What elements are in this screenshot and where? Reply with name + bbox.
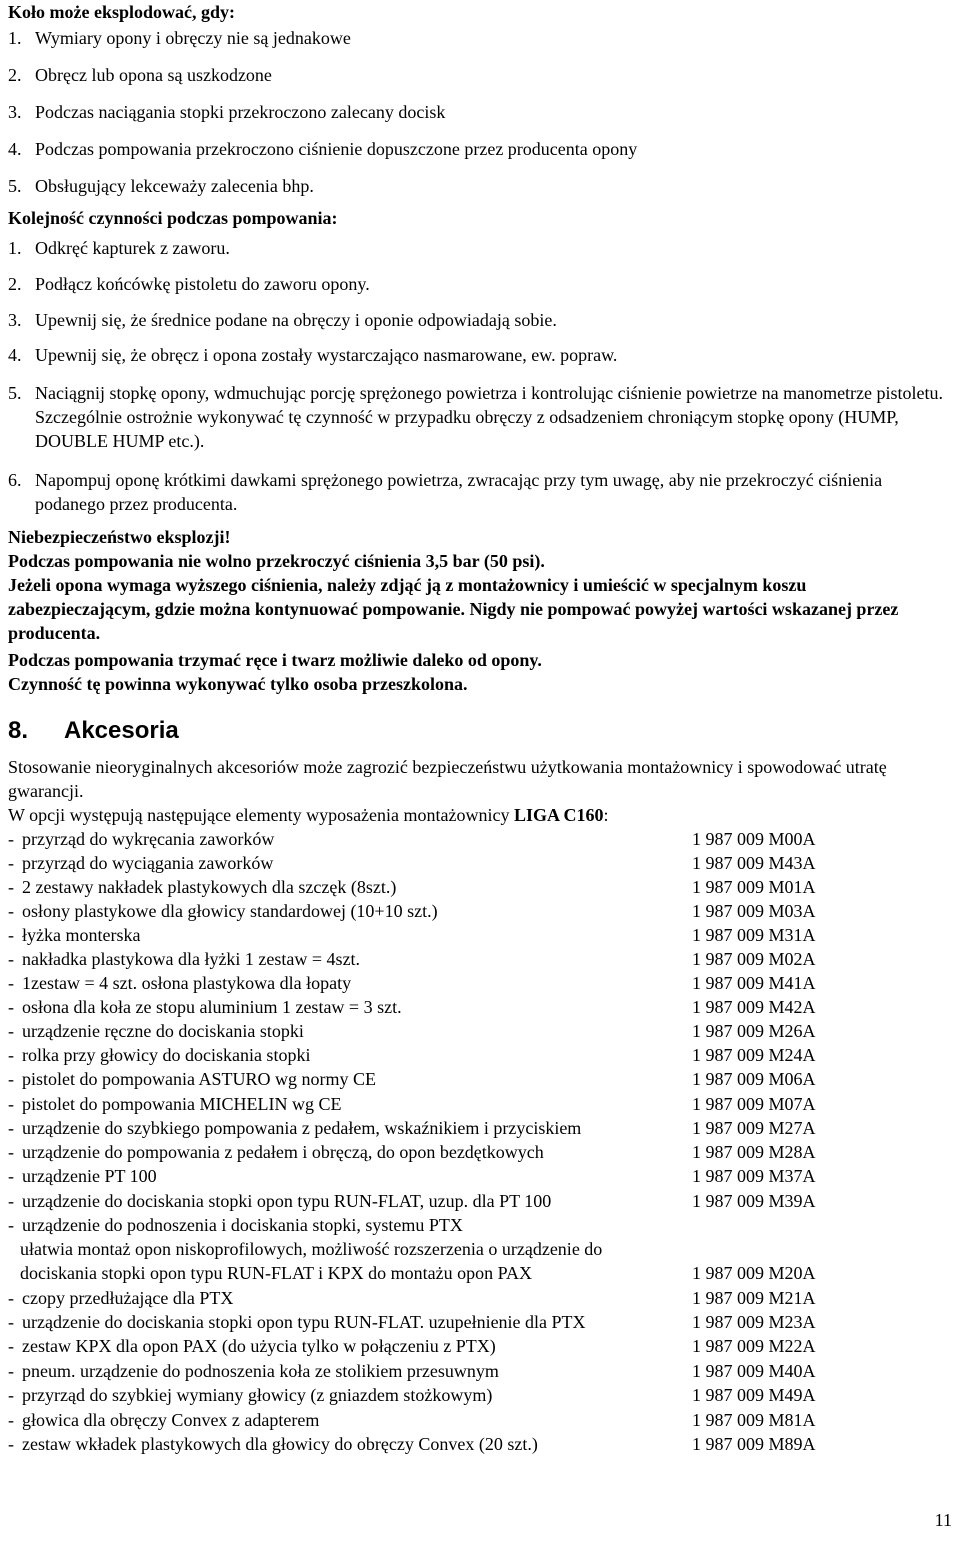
bullet-dash: - — [8, 1215, 14, 1235]
bullet-dash: - — [8, 829, 14, 849]
bullet-dash: - — [8, 1288, 14, 1308]
item-text: Obsługujący lekceważy zalecenia bhp. — [35, 176, 314, 196]
item-text: Obręcz lub opona są uszkodzone — [35, 65, 272, 85]
accessory-code: 1 987 009 M20A — [692, 1263, 816, 1283]
accessory-row — [8, 1116, 848, 1140]
accessory-row — [8, 1359, 848, 1383]
accessory-row — [8, 1213, 848, 1237]
accessory-name: pneum. urządzenie do podnoszenia koła ze stolikiem przesuwnym — [22, 1361, 499, 1381]
accessory-code: 1 987 009 M21A — [692, 1288, 816, 1308]
bullet-dash: - — [8, 1191, 14, 1211]
bullet-dash: - — [8, 1312, 14, 1332]
accessory-row — [8, 1189, 848, 1213]
accessory-row — [8, 923, 848, 947]
item-text: Napompuj oponę krótkimi dawkami sprężonego powietrza, zwracając przy tym uwagę, aby nie przekroczyć ciśnienia podanego przez producenta. — [35, 470, 883, 514]
accessory-name: urządzenie ręczne do dociskania stopki — [22, 1021, 304, 1041]
bullet-dash: - — [8, 853, 14, 873]
ptx-description-line: dociskania stopki opon typu RUN-FLAT i KPX do montażu opon PAX — [20, 1263, 533, 1283]
options-line — [8, 803, 908, 827]
accessory-code: 1 987 009 M49A — [692, 1385, 816, 1405]
list-item — [8, 308, 948, 332]
accessory-code: 1 987 009 M23A — [692, 1312, 816, 1332]
list-item — [8, 236, 948, 260]
item-number: 1. — [8, 238, 22, 258]
accessory-code: 1 987 009 M01A — [692, 877, 816, 897]
explosion-heading: Koło może eksplodować, gdy: — [8, 2, 235, 22]
accessory-name: urządzenie do dociskania stopki opon typu RUN-FLAT, uzup. dla PT 100 — [22, 1191, 552, 1211]
accessory-code: 1 987 009 M31A — [692, 925, 816, 945]
accessory-row — [8, 1408, 848, 1432]
ptx-description-line: ułatwia montaż opon niskoprofilowych, możliwość rozszerzenia o urządzenie do — [20, 1239, 603, 1259]
item-number: 4. — [8, 139, 22, 159]
bullet-dash: - — [8, 1434, 14, 1454]
accessory-name: 1zestaw = 4 szt. osłona plastykowa dla łopaty — [22, 973, 352, 993]
accessory-row — [8, 899, 848, 923]
accessory-code: 1 987 009 M03A — [692, 901, 816, 921]
bullet-dash: - — [8, 973, 14, 993]
bullet-dash: - — [8, 1361, 14, 1381]
accessory-name: nakładka plastykowa dla łyżki 1 zestaw = 4szt. — [22, 949, 361, 969]
trained-warning: Czynność tę powinna wykonywać tylko osoba przeszkolona. — [8, 674, 468, 694]
bullet-dash: - — [8, 949, 14, 969]
section-name: Akcesoria — [64, 717, 179, 744]
bullet-dash: - — [8, 1094, 14, 1114]
accessory-code: 1 987 009 M43A — [692, 853, 816, 873]
item-text: Podłącz końcówkę pistoletu do zaworu opony. — [35, 274, 370, 294]
list-item — [8, 26, 948, 50]
bullet-dash: - — [8, 1021, 14, 1041]
accessory-code: 1 987 009 M06A — [692, 1069, 816, 1089]
bullet-dash: - — [8, 997, 14, 1017]
item-text: Wymiary opony i obręczy nie są jednakowe — [35, 28, 351, 48]
accessory-name: urządzenie do podnoszenia i dociskania stopki, systemu PTX — [22, 1215, 463, 1235]
item-text: Upewnij się, że średnice podane na obręczy i oponie odpowiadają sobie. — [35, 310, 557, 330]
accessory-code: 1 987 009 M27A — [692, 1118, 816, 1138]
bullet-dash: - — [8, 1118, 14, 1138]
accessory-code: 1 987 009 M42A — [692, 997, 816, 1017]
accessory-row — [8, 827, 848, 851]
page-number: 11 — [934, 1510, 952, 1530]
accessory-row — [8, 1334, 848, 1358]
item-number: 3. — [8, 310, 22, 330]
item-number: 2. — [8, 65, 22, 85]
accessory-name: przyrząd do szybkiej wymiany głowicy (z gniazdem stożkowym) — [22, 1385, 493, 1405]
bullet-dash: - — [8, 1142, 14, 1162]
accessory-code: 1 987 009 M37A — [692, 1166, 816, 1186]
accessory-code: 1 987 009 M41A — [692, 973, 816, 993]
item-number: 4. — [8, 345, 22, 365]
bullet-dash: - — [8, 1045, 14, 1065]
accessory-name: głowica dla obręczy Convex z adapterem — [22, 1410, 320, 1430]
accessory-row — [8, 971, 848, 995]
accessory-row — [8, 947, 848, 971]
accessory-row — [8, 1310, 848, 1334]
list-item — [8, 63, 948, 87]
accessory-name: zestaw wkładek plastykowych dla głowicy do obręczy Convex (20 szt.) — [22, 1434, 538, 1454]
list-item — [8, 100, 948, 124]
accessory-name: 2 zestawy nakładek plastykowych dla szczęk (8szt.) — [22, 877, 397, 897]
accessory-row — [8, 1043, 848, 1067]
accessory-row — [8, 995, 848, 1019]
accessory-code: 1 987 009 M00A — [692, 829, 816, 849]
accessory-code: 1 987 009 M24A — [692, 1045, 816, 1065]
hands-warning: Podczas pompowania trzymać ręce i twarz możliwie daleko od opony. — [8, 650, 542, 670]
accessory-row — [8, 1140, 848, 1164]
bullet-dash: - — [8, 1069, 14, 1089]
list-item — [8, 137, 948, 161]
accessory-row — [8, 1432, 848, 1456]
accessory-name: urządzenie do szybkiego pompowania z pedałem, wskaźnikiem i przyciskiem — [22, 1118, 582, 1138]
item-number: 5. — [8, 383, 22, 403]
section-title — [8, 716, 179, 746]
accessory-name: czopy przedłużające dla PTX — [22, 1288, 234, 1308]
list-item — [8, 468, 948, 516]
accessory-name: urządzenie PT 100 — [22, 1166, 157, 1186]
item-number: 3. — [8, 102, 22, 122]
item-number: 5. — [8, 176, 22, 196]
bullet-dash: - — [8, 925, 14, 945]
danger-warning: Niebezpieczeństwo eksplozji! — [8, 527, 231, 547]
pressure-warning: Podczas pompowania nie wolno przekroczyć ciśnienia 3,5 bar (50 psi). — [8, 551, 545, 571]
accessory-name: rolka przy głowicy do dociskania stopki — [22, 1045, 311, 1065]
item-text: Odkręć kapturek z zaworu. — [35, 238, 230, 258]
accessory-row — [8, 1164, 848, 1188]
accessory-code: 1 987 009 M02A — [692, 949, 816, 969]
list-item — [8, 343, 948, 367]
item-number: 1. — [8, 28, 22, 48]
accessory-code: 1 987 009 M39A — [692, 1191, 816, 1211]
accessory-name: pistolet do pompowania ASTURO wg normy CE — [22, 1069, 376, 1089]
section-intro: Stosowanie nieoryginalnych akcesoriów może zagrozić bezpieczeństwu użytkowania montażownicy i spowodować utratę gwarancji. — [8, 757, 887, 801]
accessory-name: przyrząd do wykręcania zaworków — [22, 829, 275, 849]
bullet-dash: - — [8, 1336, 14, 1356]
item-text: Podczas pompowania przekroczono ciśnienie dopuszczone przez producenta opony — [35, 139, 638, 159]
accessory-row — [8, 851, 848, 875]
item-text: Naciągnij stopkę opony, wdmuchując porcję sprężonego powietrza i kontrolując ciśnienie powietrze na manometrze pistoletu. Szczególnie ostrożnie wykonywać tę czynność w przypadku obręczy z odsadzeniem chroniącym stopkę opony (HUMP, DOUBLE HUMP etc.). — [35, 383, 944, 451]
bullet-dash: - — [8, 1385, 14, 1405]
item-text: Podczas naciągania stopki przekroczono zalecany docisk — [35, 102, 446, 122]
model-name: LIGA C160 — [514, 805, 604, 825]
accessory-name: osłony plastykowe dla głowicy standardowej (10+10 szt.) — [22, 901, 438, 921]
options-prefix: W opcji występują następujące elementy wyposażenia montażownicy — [8, 805, 514, 825]
accessory-row — [8, 1067, 848, 1091]
accessory-row — [8, 1019, 848, 1043]
list-item — [8, 381, 948, 453]
section-number: 8. — [8, 717, 29, 744]
options-suffix: : — [603, 805, 609, 825]
accessory-row — [8, 1092, 848, 1116]
list-item — [8, 272, 948, 296]
accessory-code: 1 987 009 M89A — [692, 1434, 816, 1454]
accessory-name: łyżka monterska — [22, 925, 141, 945]
accessory-row — [8, 1383, 848, 1407]
accessory-code: 1 987 009 M40A — [692, 1361, 816, 1381]
accessory-row — [8, 875, 848, 899]
list-item — [8, 174, 948, 198]
higher-pressure-warning: Jeżeli opona wymaga wyższego ciśnienia, należy zdjąć ją z montażownicy i umieścić w specjalnym koszu zabezpieczającym, gdzie można kontynuować pompowanie. Nigdy nie pompować powyżej wartości wskazanej przez producenta. — [8, 575, 899, 643]
inflation-heading: Kolejność czynności podczas pompowania: — [8, 208, 338, 228]
accessory-name: osłona dla koła ze stopu aluminium 1 zestaw = 3 szt. — [22, 997, 402, 1017]
bullet-dash: - — [8, 877, 14, 897]
accessory-code: 1 987 009 M22A — [692, 1336, 816, 1356]
bullet-dash: - — [8, 901, 14, 921]
accessory-name: urządzenie do pompowania z pedałem i obręczą, do opon bezdętkowych — [22, 1142, 544, 1162]
accessory-code: 1 987 009 M28A — [692, 1142, 816, 1162]
accessory-name: urządzenie do dociskania stopki opon typu RUN-FLAT. uzupełnienie dla PTX — [22, 1312, 586, 1332]
accessory-code: 1 987 009 M81A — [692, 1410, 816, 1430]
accessory-name: pistolet do pompowania MICHELIN wg CE — [22, 1094, 342, 1114]
accessory-name: przyrząd do wyciągania zaworków — [22, 853, 274, 873]
accessory-name: zestaw KPX dla opon PAX (do użycia tylko w połączeniu z PTX) — [22, 1336, 496, 1356]
item-number: 2. — [8, 274, 22, 294]
bullet-dash: - — [8, 1410, 14, 1430]
ptx-description-row — [20, 1261, 850, 1285]
item-text: Upewnij się, że obręcz i opona zostały wystarczająco nasmarowane, ew. popraw. — [35, 345, 618, 365]
item-number: 6. — [8, 470, 22, 490]
accessory-code: 1 987 009 M26A — [692, 1021, 816, 1041]
bullet-dash: - — [8, 1166, 14, 1186]
accessory-row — [8, 1286, 848, 1310]
accessory-code: 1 987 009 M07A — [692, 1094, 816, 1114]
